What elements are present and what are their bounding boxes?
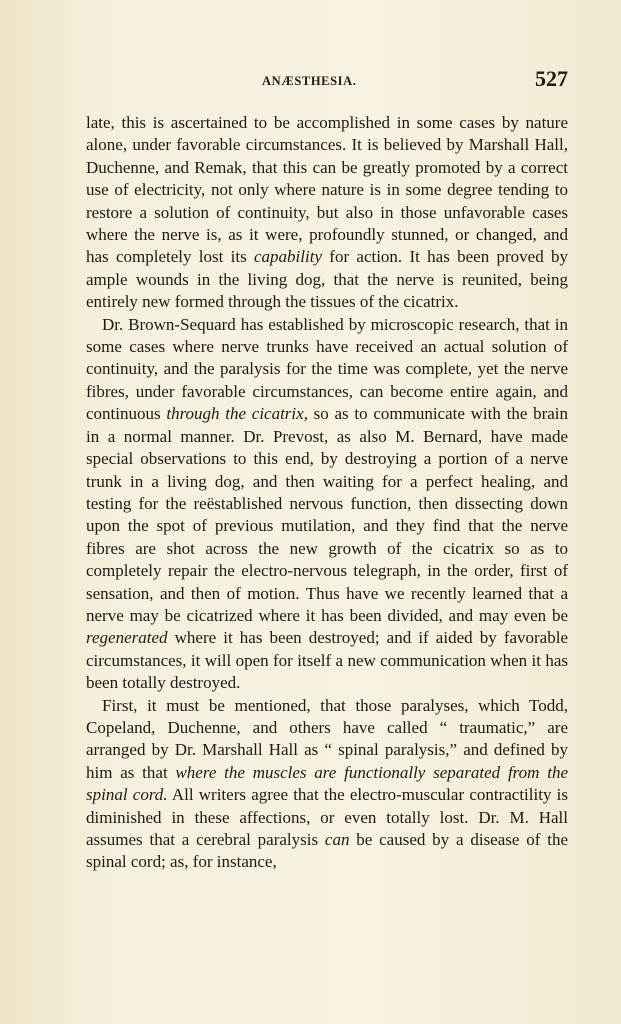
italic-text: can xyxy=(324,830,350,849)
text-segment: late, this is ascertained to be accomplished in some cases by nature alone, under favorable circumstances. It is believed by Marshall Hall, Duchenne, and Remak, that this can be greatly promoted by a correct use of electricity, not only where nature is in some degree tending to restore a solution of continuity, but also in those unfavorable cases where the nerve is, as it were, profoundly stunned, or changed, and has completely lost its xyxy=(86,113,568,267)
text-segment: so as to communicate with the brain in a normal manner. Dr. Prevost, as also M. Bernard, have made special observations to this end, by destroying a portion of a nerve trunk in a living dog, and then waiting for a perfect healing, and testing for the reëstablished nervous function, then dissecting down upon the spot of previous mutilation, and they find that the nerve fibres are shot across the new growth of the cicatrix so as to completely repair the electro-nervous telegraph, in the order, first of sensation, and then of motion. Thus have we recently learned that a nerve may be cicatrized where it has been divided, and may even be xyxy=(86,404,569,625)
italic-text: capability xyxy=(254,247,322,267)
body-text xyxy=(86,112,568,874)
page-number: 527 xyxy=(535,66,568,91)
paragraph-2 xyxy=(86,314,568,695)
running-title: ANÆSTHESIA. xyxy=(262,74,357,88)
paragraph-1 xyxy=(86,112,568,314)
italic-text: regenerated xyxy=(86,628,168,648)
text-segment: First, it must be mentioned, that those paralyses, which Todd, Copeland, Duchenne, and others have called “ traumatic,” are arranged by Dr. Marshall Hall as “ spinal paralysis,” and defined by him as that xyxy=(86,695,568,782)
paragraph-3 xyxy=(86,695,568,874)
text-segment: be caused by a disease of the spinal cord; as, for instance, xyxy=(86,830,568,872)
italic-text: where the muscles are functionally separated from the spinal cord. xyxy=(86,762,568,805)
text-segment: All writers agree that the electro-muscular contractility is diminished in these affections, or even totally lost. Dr. M. Hall assumes that a cerebral paralysis xyxy=(86,785,569,849)
text-segment: Dr. Brown-Sequard has established by microscopic research, that in some cases where nerve trunks have received an actual solution of continuity, and the paralysis for the time was complete, yet the nerve fibres, under favorable circumstances, can become entire again, and continuous xyxy=(86,314,568,424)
running-head xyxy=(86,66,568,92)
text-segment: for action. It has been proved by ample wounds in the living dog, that the nerve is reunited, being entirely new formed through the tissues of the cicatrix. xyxy=(86,247,568,312)
italic-text: through the cicatrix, xyxy=(166,404,308,424)
text-segment: where it has been destroyed; and if aided by favorable circumstances, it will open for itself a new communication when it has been totally destroyed. xyxy=(86,628,568,693)
